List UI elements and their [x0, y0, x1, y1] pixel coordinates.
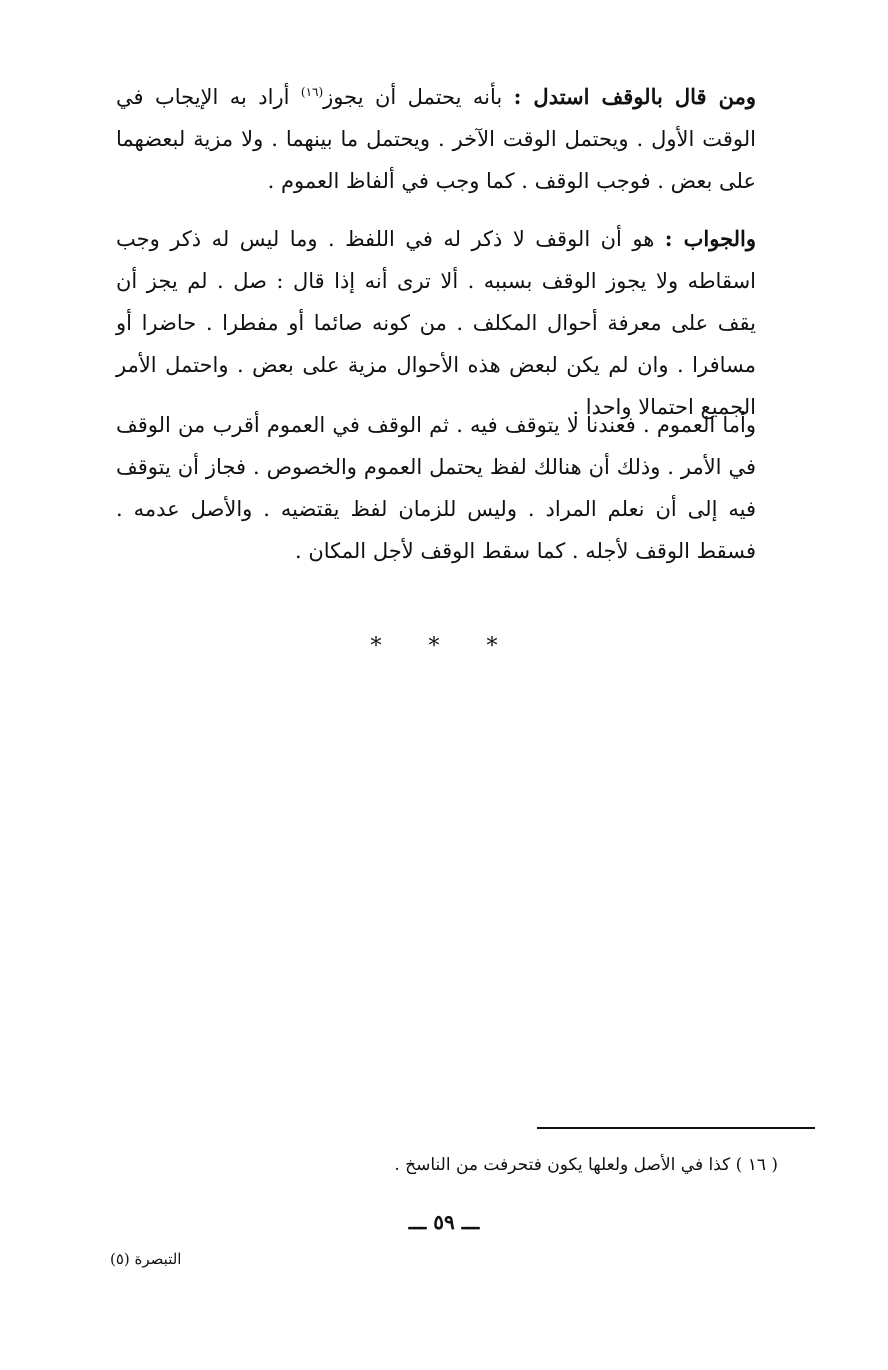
- page-number: ـــ ٥٩ ـــ: [408, 1210, 480, 1234]
- paragraph-3: [116, 404, 756, 572]
- paragraph-1-lead: ومن قال بالوقف استدل :: [513, 84, 756, 109]
- footnote-reference: (١٦): [300, 85, 324, 99]
- paragraph-2-lead: والجواب :: [664, 226, 757, 251]
- footnote-divider: [537, 1127, 815, 1129]
- section-separator: * * *: [370, 634, 518, 659]
- paragraph-3-text: وأما العموم . فعندنا لا يتوقف فيه . ثم الوقف في العموم أقرب من الوقف في الأمر . وذلك أن هنالك لفظ يحتمل العموم والخصوص . فجاز أن يتوقف فيه إلى أن نعلم المراد . وليس للزمان لفظ يقتضيه . والأصل عدمه . فسقط الوقف لأجله . كما سقط الوقف لأجل المكان .: [116, 413, 756, 563]
- paragraph-2-text: هو أن الوقف لا ذكر له في اللفظ . وما ليس له ذكر وجب اسقاطه ولا يجوز الوقف بسببه . ألا ترى أنه إذا قال : صل . لم يجز أن يقف على معرفة أحوال المكلف . من كونه صائما أو مفطرا . حاضرا أو مسافرا . وان لم يكن لبعض هذه الأحوال مزية على بعض . واحتمل الأمر الجميع احتمالا واحدا .: [116, 227, 756, 419]
- signature-mark: التبصرة (٥): [110, 1250, 182, 1268]
- paragraph-1-text-start: بأنه يحتمل أن يجوز: [323, 85, 514, 109]
- paragraph-1: [116, 76, 756, 202]
- paragraph-1-text-end: أراد به الإيجاب في الوقت الأول . ويحتمل الوقت الآخر . ويحتمل ما بينهما . ولا مزية لبعضهما على بعض . فوجب الوقف . كما وجب في ألفاظ العموم .: [116, 85, 756, 193]
- paragraph-2: [116, 218, 756, 428]
- footnote: ( ١٦ ) كذا في الأصل ولعلها يكون فتحرفت من الناسخ .: [394, 1155, 778, 1175]
